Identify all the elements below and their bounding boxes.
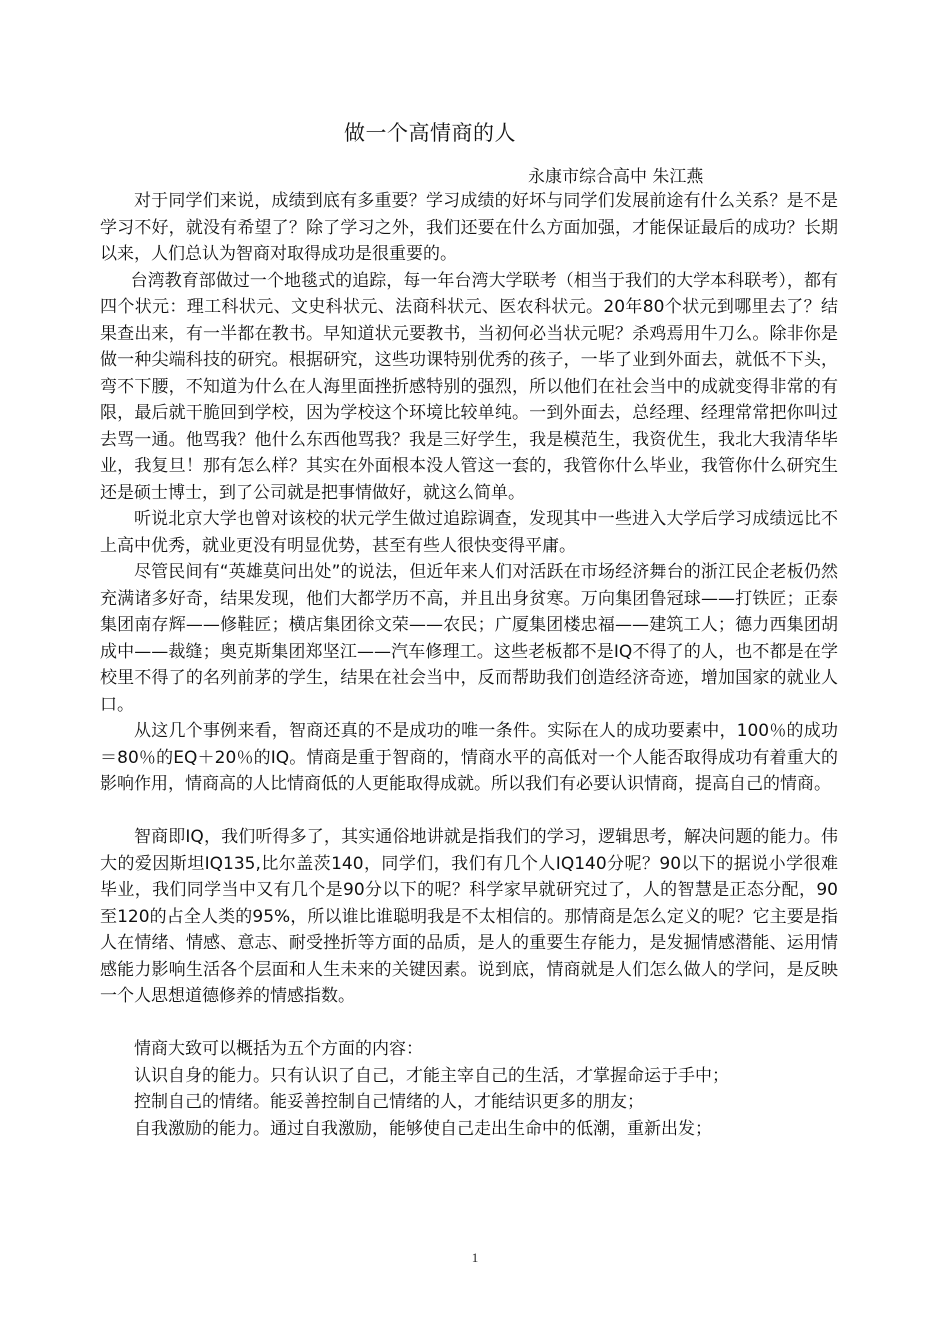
author-line: 永康市综合高中 朱江燕: [528, 167, 704, 187]
paragraph-success-formula: 从这几个事例来看，智商还真的不是成功的唯一条件。实际在人的成功要素中，100％的成功＝80％的EQ＋20％的IQ。情商是重于智商的，情商水平的高低对一个人能否取得成功有着重大的影响作用，情商高的人比情商低的人更能取得成就。所以我们有必要认识情商，提高自己的情商。: [100, 721, 838, 794]
document-body: [100, 188, 838, 1142]
eq-aspects-list: [100, 1036, 838, 1142]
paragraph-spacer: [100, 798, 838, 825]
list-item: 控制自己的情绪。能妥善控制自己情绪的人，才能结识更多的朋友；: [134, 1092, 644, 1112]
paragraph-intro: 对于同学们来说，成绩到底有多重要？学习成绩的好坏与同学们发展前途有什么关系？是不是学习不好，就没有希望了？除了学习之外，我们还要在什么方面加强，才能保证最后的成功？长期以来，人们总认为智商对取得成功是很重要的。: [100, 191, 838, 264]
document-title: 做一个高情商的人: [344, 121, 516, 145]
list-intro: 情商大致可以概括为五个方面的内容：: [134, 1039, 423, 1059]
paragraph-taiwan-study: 台湾教育部做过一个地毯式的追踪，每一年台湾大学联考（相当于我们的大学本科联考），都有四个状元：理工科状元、文史科状元、法商科状元、医农科状元。20年80个状元到哪里去了？结果查出来，有一半都在教书。早知道状元要教书，当初何必当状元呢？杀鸡焉用牛刀么。除非你是做一种尖端科技的研究。根据研究，这些功课特别优秀的孩子，一毕了业到外面去，就低不下头，弯不下腰，不知道为什么在人海里面挫折感特别的强烈，所以他们在社会当中的成就变得非常的有限，最后就干脆回到学校，因为学校这个环境比较单纯。一到外面去，总经理、经理常常把你叫过去骂一通。他骂我？他什么东西他骂我？我是三好学生，我是模范生，我资优生，我北大我清华毕业，我复旦！那有怎么样？其实在外面根本没人管这一套的，我管你什么毕业，我管你什么研究生还是硕士博士，到了公司就是把事情做好，就这么简单。: [100, 270, 838, 503]
paragraph-spacer: [100, 1010, 838, 1037]
paragraph-iq-definition: 智商即IQ，我们听得多了，其实通俗地讲就是指我们的学习，逻辑思考，解决问题的能力。伟大的爱因斯坦IQ135,比尔盖茨140，同学们，我们有几个人IQ140分呢？90以下的据说小学很难毕业，我们同学当中又有几个是90分以下的呢？科学家早就研究过了，人的智慧是正态分配，90至120的占全人类的95%，所以谁比谁聪明我是不太相信的。那情商是怎么定义的呢？它主要是指人在情绪、情感、意志、耐受挫折等方面的品质，是人的重要生存能力，是发掘情感潜能、运用情感能力影响生活各个层面和人生未来的关键因素。说到底，情商就是人们怎么做人的学问，是反映一个人思想道德修养的情感指数。: [100, 827, 838, 1006]
paragraph-peking-university: 听说北京大学也曾对该校的状元学生做过追踪调查，发现其中一些进入大学后学习成绩远比不上高中优秀，就业更没有明显优势，甚至有些人很快变得平庸。: [100, 509, 838, 556]
list-item: 认识自身的能力。只有认识了自己，才能主宰自己的生活，才掌握命运于手中；: [134, 1065, 729, 1086]
page-number: 1: [471, 1250, 479, 1265]
list-item: 自我激励的能力。通过自我激励，能够使自己走出生命中的低潮，重新出发；: [134, 1118, 712, 1139]
paragraph-zhejiang-entrepreneurs: 尽管民间有“英雄莫问出处”的说法，但近年来人们对活跃在市场经济舞台的浙江民企老板仍然充满诸多好奇，结果发现，他们大都学历不高，并且出身贫寒。万向集团鲁冠球——打铁匠；正泰集团南存辉——修鞋匠；横店集团徐文荣——农民；广厦集团楼忠福——建筑工人；德力西集团胡成中——裁缝；奥克斯集团郑坚江——汽车修理工。这些老板都不是IQ不得了的人，也不都是在学校里不得了的名列前茅的学生，结果在社会当中，反而帮助我们创造经济奇迹，增加国家的就业人口。: [100, 562, 838, 715]
